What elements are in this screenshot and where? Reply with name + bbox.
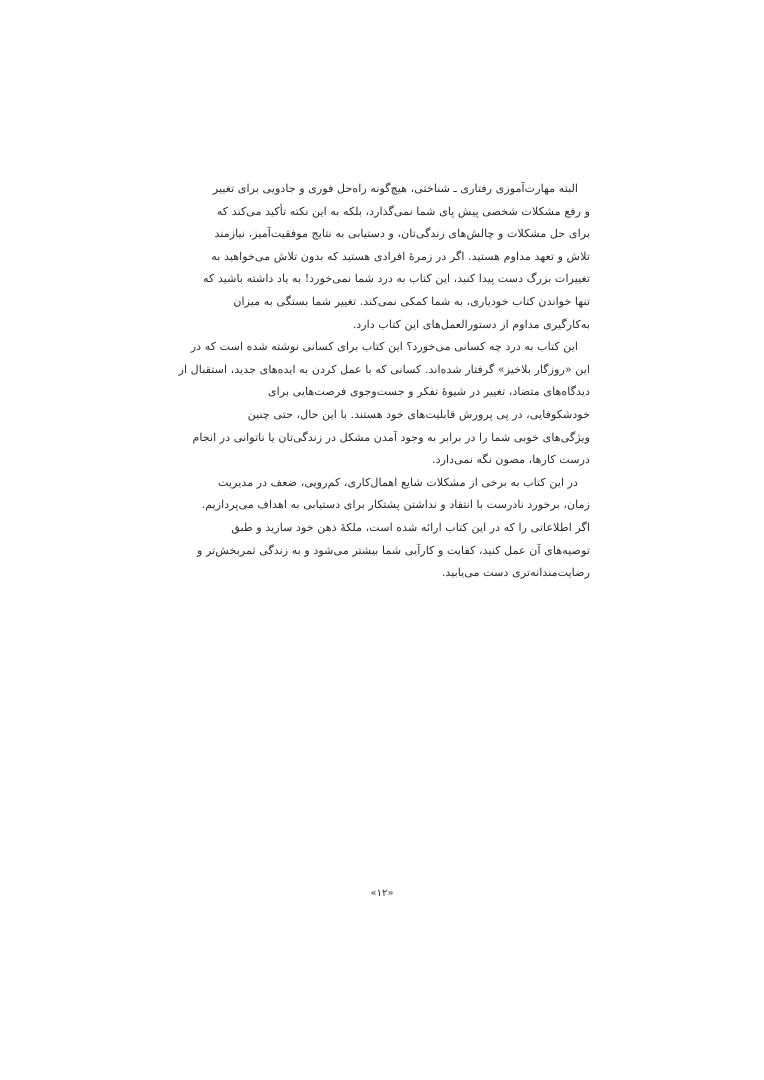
text-line: این «روزگار بلاخیز» گرفتار شده‌اند. کسانی که با عمل کردن به ایده‌های جدید، استقبال از [178,362,590,376]
text-line: و رفع مشکلات شخصی پیش پای شما نمی‌گذارد، بلکه به این نکته تأکید می‌کند که [216,204,590,218]
paragraph-3 [178,472,590,585]
text-line: تنها خواندن کتاب خودیاری، به شما کمکی نمی‌کند. تغییر شما بستگی به میزان [233,294,590,308]
text-line: تغییرات بزرگ دست پیدا کنید، این کتاب به درد شما نمی‌خورد! به یاد داشته باشید که [202,272,590,286]
text-line: ویژگی‌های خوبی شما را در برابر به وجود آمدن مشکل در زندگی‌تان یا ناتوانی در انجام [192,430,590,444]
paragraph-1 [178,178,590,336]
body-text [178,178,590,585]
text-line: به‌کارگیری مداوم از دستورالعمل‌های این کتاب دارد. [352,317,590,331]
text-line: البته مهارت‌آموزی رفتاری ـ شناختی، هیچ‌گونه راه‌حل فوری و جادویی برای تغییر [212,182,578,195]
text-line: دیدگاه‌های متضاد، تغییر در شیوهٔ تفکر و جست‌وجوی فرصت‌هایی برای [267,385,590,399]
text-line: رضایت‌مندانه‌تری دست می‌یابید. [441,566,590,580]
page-number: «۱۲» [370,888,394,899]
text-line: این کتاب به درد چه کسانی می‌خورد؟ این کتاب برای کسانی نوشته شده است که در [190,340,578,354]
text-line: در این کتاب به برخی از مشکلات شایع اهمال‌کاری، کم‌رویی، ضعف در مدیریت [217,475,578,489]
text-line: توصیه‌های آن عمل کنید، کفایت و کارآیی شما بیشتر می‌شود و به زندگی ثمربخش‌تر و [196,543,590,557]
text-line: زمان، برخورد نادرست با انتقاد و نداشتن پشتکار برای دستیابی به اهداف می‌پردازیم. [201,498,590,512]
text-line: درست کارها، مصون نگه نمی‌دارد. [432,453,590,467]
text-line: برای حل مشکلات و چالش‌های زندگی‌تان، و دستیابی به نتایج موفقیت‌آمیز، نیازمند [214,227,590,241]
paragraph-2 [178,336,590,472]
text-line: اگر اطلاعاتی را که در این کتاب ارائه شده است، ملکهٔ ذهن خود سازید و طبق [231,520,590,534]
text-line: تلاش و تعهد مداوم هستید. اگر در زمرهٔ افرادی هستید که بدون تلاش می‌خواهید به [211,249,590,263]
text-line: خودشکوفایی، در پی پرورش قابلیت‌های خود هستند. با این حال، حتی چنین [247,407,590,421]
